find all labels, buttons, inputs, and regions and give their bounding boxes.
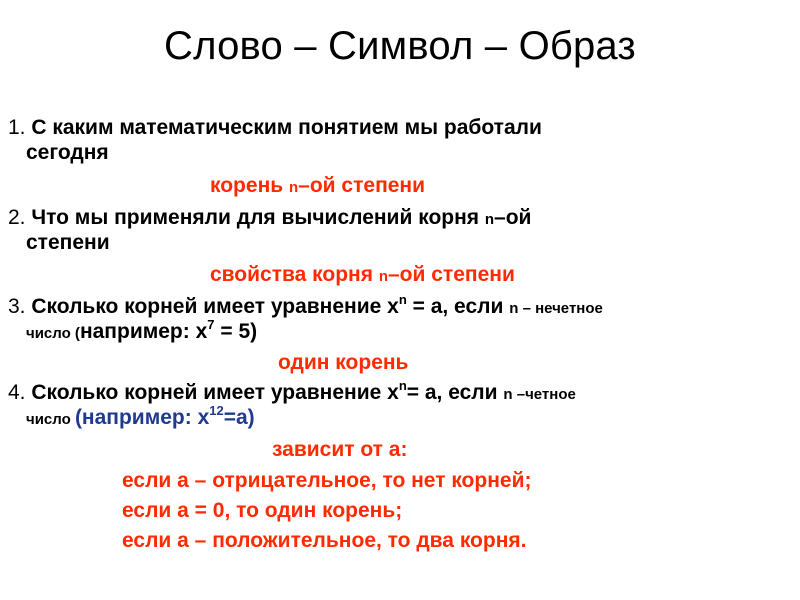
question-3 xyxy=(8,294,603,321)
question-4-example xyxy=(74,403,255,429)
question-4-text: Сколько корней имеет уравнение x xyxy=(31,381,399,404)
question-1 xyxy=(8,115,542,140)
question-2-text-b: –ой xyxy=(494,206,532,229)
answer-1-part-b: –ой степени xyxy=(298,174,426,197)
question-3-example: например: x xyxy=(79,320,208,343)
question-4-line2 xyxy=(26,405,255,432)
answer-1 xyxy=(210,173,425,200)
question-2-line2: степени xyxy=(26,231,110,254)
answer-4: зависит от а: xyxy=(272,438,408,461)
question-1-text: С каким математическим понятием мы работали xyxy=(31,116,542,139)
question-3-example-end: = 5) xyxy=(214,320,258,343)
answer-2-n: n xyxy=(378,268,388,285)
question-3-exponent: n xyxy=(398,292,407,307)
question-4-line2-small: число xyxy=(26,411,75,428)
question-4-example-text: (например: x xyxy=(74,406,210,429)
answer-3: один корень xyxy=(278,351,409,374)
question-2-text: Что мы применяли для вычислений корня xyxy=(31,206,485,229)
slide-title: Слово – Символ – Образ xyxy=(164,24,636,68)
question-1-line2: сегодня xyxy=(26,141,109,164)
question-4-text-b: = a, если xyxy=(406,381,504,404)
question-4-condition: n –четное xyxy=(503,386,576,403)
answer-1-n: n xyxy=(289,179,299,196)
question-4-example-end: =a) xyxy=(223,406,255,429)
question-3-line2-small: число ( xyxy=(26,325,80,342)
question-3-text: Сколько корней имеет уравнение x xyxy=(31,295,399,318)
question-3-example-exponent: 7 xyxy=(207,317,215,332)
question-2-number: 2. xyxy=(8,206,26,229)
answer-2 xyxy=(210,262,515,289)
question-2 xyxy=(8,205,531,232)
answer-4-case-zero: если a = 0, то один корень; xyxy=(122,499,403,522)
question-3-text-b: = a, если xyxy=(406,295,510,318)
question-2-n: n xyxy=(484,211,495,228)
question-4 xyxy=(8,380,576,407)
question-3-condition: n – нечетное xyxy=(509,300,603,317)
question-3-number: 3. xyxy=(8,295,26,318)
answer-1-part-a: корень xyxy=(210,174,289,197)
question-4-example-exponent: 12 xyxy=(209,403,224,418)
answer-2-part-a: свойства корня xyxy=(210,263,379,286)
answer-2-part-b: –ой степени xyxy=(388,263,515,286)
question-1-number: 1. xyxy=(8,116,26,139)
question-3-line2 xyxy=(26,319,257,346)
question-4-number: 4. xyxy=(8,381,26,404)
answer-4-case-negative: если a – отрицательное, то нет корней; xyxy=(122,469,532,492)
answer-4-case-positive: если a – положительное, то два корня. xyxy=(122,529,527,552)
question-4-exponent: n xyxy=(398,378,407,393)
